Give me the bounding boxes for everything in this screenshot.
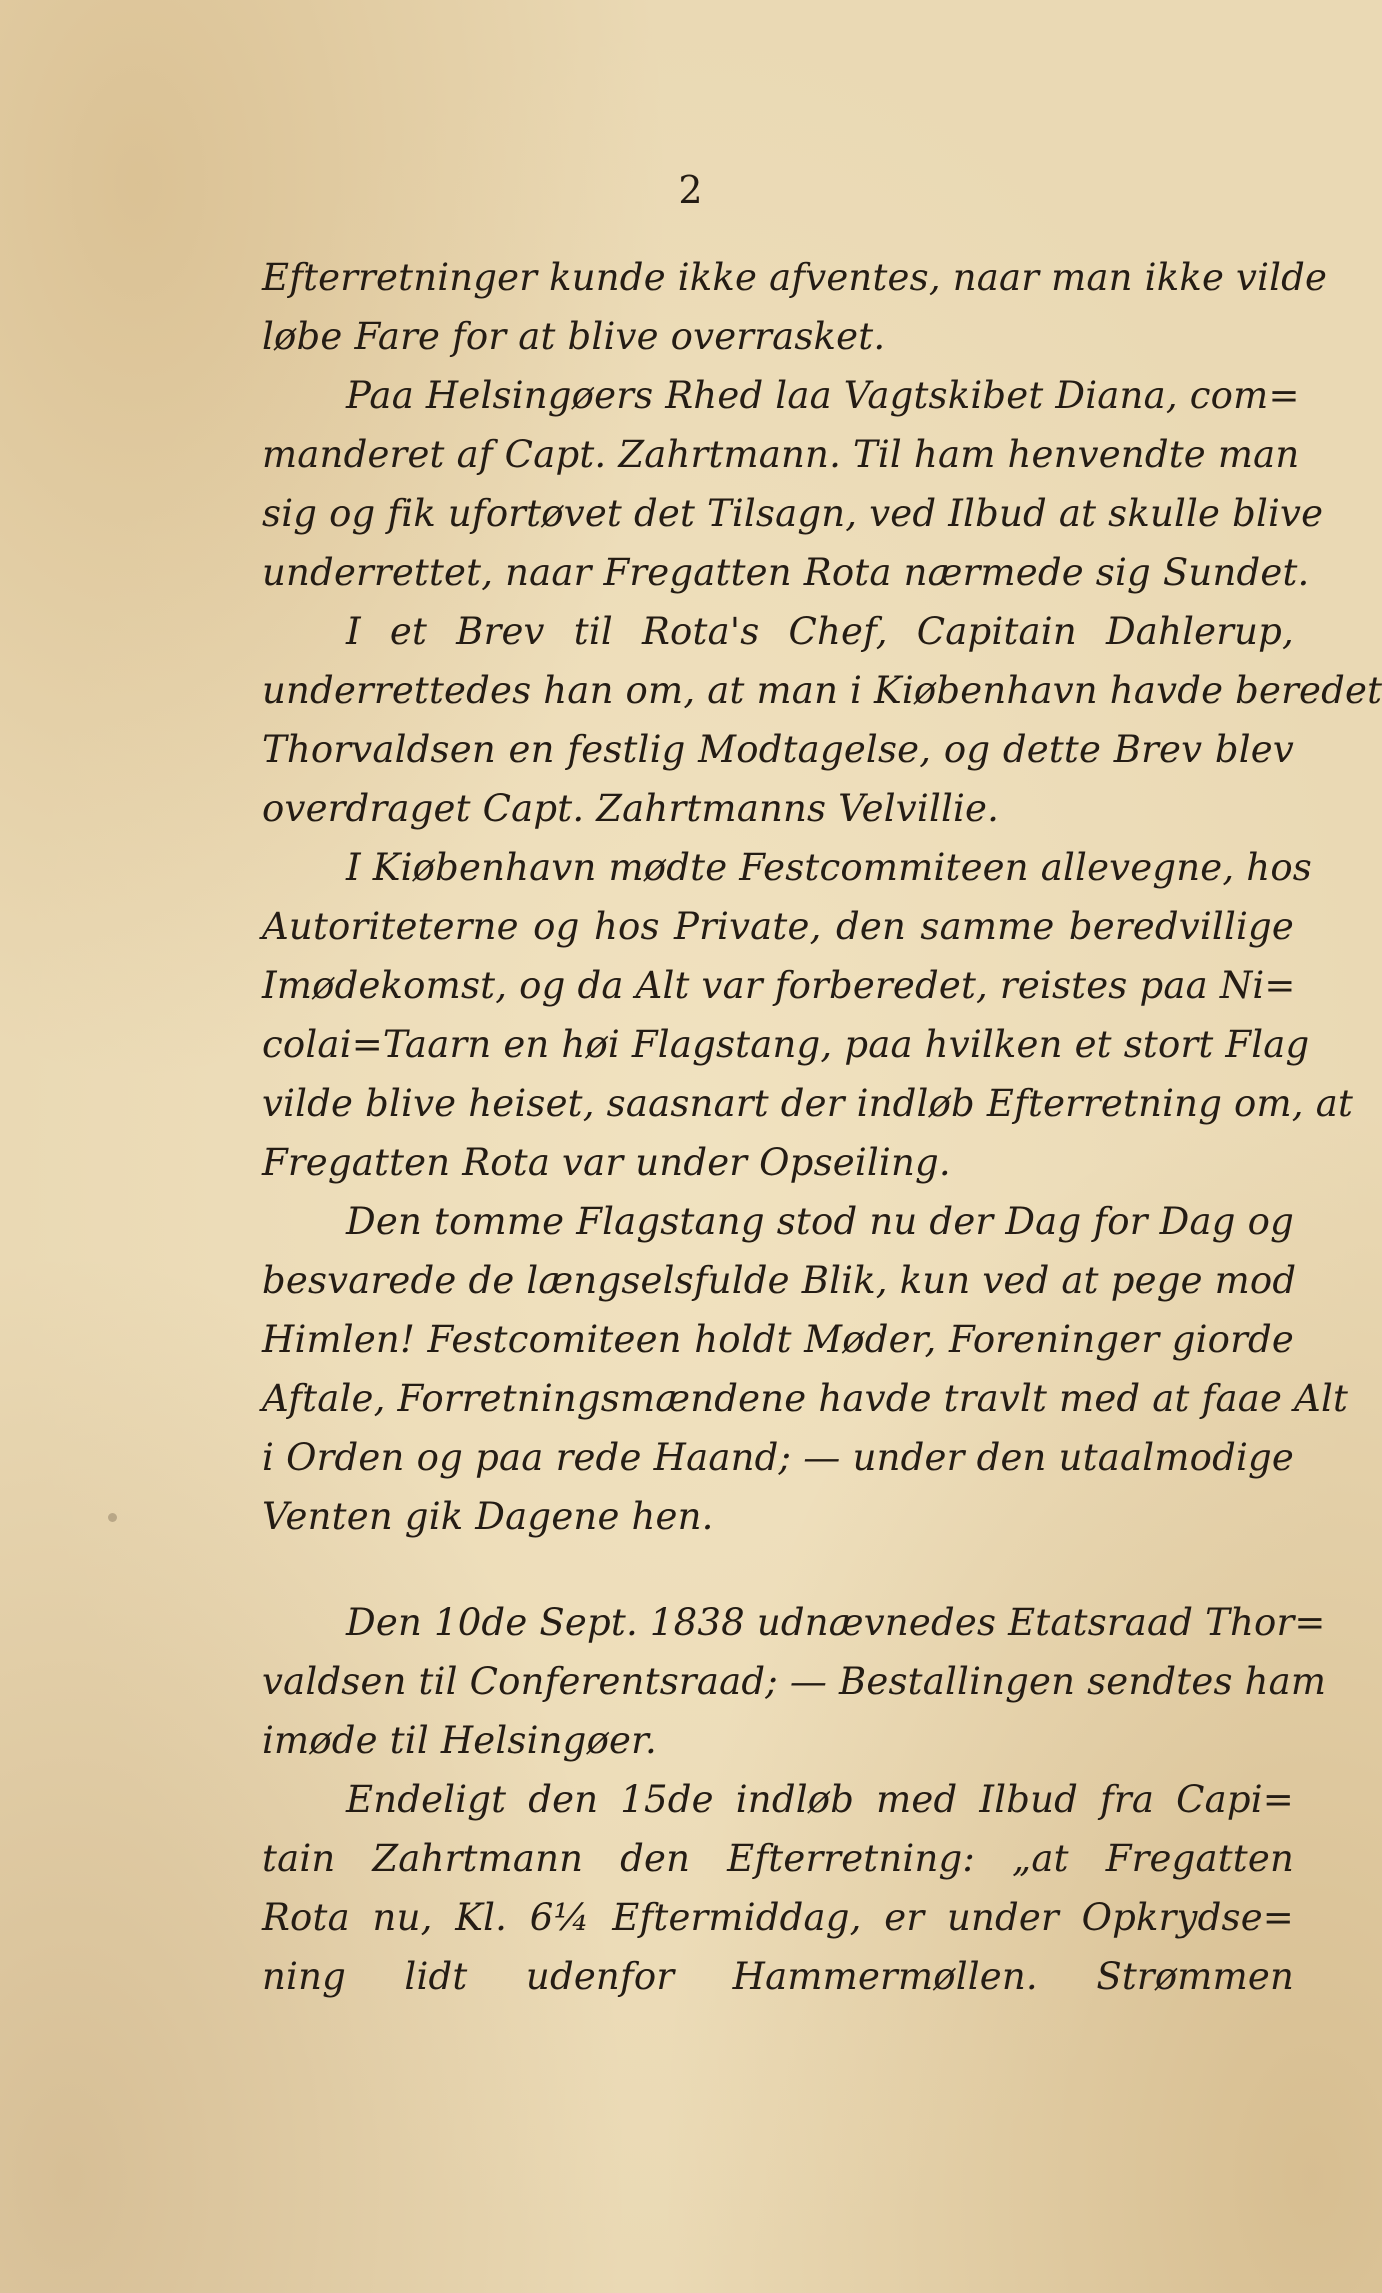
text-line: Fregatten Rota var under Opseiling. <box>262 1141 951 1184</box>
text-line: Imødekomst, og da Alt var forberedet, reistes paa Ni= <box>262 964 1296 1007</box>
text-line: Endeligt den 15de indløb med Ilbud fra Capi= <box>346 1778 1294 1821</box>
text-line: colai=Taarn en høi Flagstang, paa hvilken et stort Flag <box>262 1023 1310 1066</box>
text-line: overdraget Capt. Zahrtmanns Velvillie. <box>262 787 1000 830</box>
body-text <box>262 248 1382 2006</box>
text-line: Efterretninger kunde ikke afventes, naar man ikke vilde <box>262 256 1328 299</box>
text-line: Aftale, Forretningsmændene havde travlt med at faae Alt <box>262 1377 1349 1420</box>
page-number: 2 <box>678 168 704 212</box>
text-line: I Kiøbenhavn mødte Festcommiteen allevegne, hos <box>346 846 1312 889</box>
text-line: Rota nu, Kl. 6¼ Eftermiddag, er under Opkrydse= <box>262 1896 1294 1939</box>
text-line: Venten gik Dagene hen. <box>262 1495 714 1538</box>
text-line: besvarede de længselsfulde Blik, kun ved at pege mod <box>262 1259 1297 1302</box>
text-line: underrettedes han om, at man i Kiøbenhavn havde beredet <box>262 669 1382 712</box>
text-line: Thorvaldsen en festlig Modtagelse, og dette Brev blev <box>262 728 1294 771</box>
text-line: i Orden og paa rede Haand; — under den utaalmodige <box>262 1436 1294 1479</box>
text-line: løbe Fare for at blive overrasket. <box>262 315 886 358</box>
text-line: ning lidt udenfor Hammermøllen. Strømmen <box>262 1955 1294 1998</box>
text-line: imøde til Helsingøer. <box>262 1719 657 1762</box>
text-line: Himlen! Festcomiteen holdt Møder, Foreninger giorde <box>262 1318 1294 1361</box>
text-line: vilde blive heiset, saasnart der indløb Efterretning om, at <box>262 1082 1354 1125</box>
text-line: Den 10de Sept. 1838 udnævnedes Etatsraad Thor= <box>346 1601 1326 1644</box>
text-line: tain Zahrtmann den Efterretning: „at Fregatten <box>262 1837 1294 1880</box>
text-line: Den tomme Flagstang stod nu der Dag for Dag og <box>346 1200 1294 1243</box>
text-line: valdsen til Conferentsraad; — Bestallingen sendtes ham <box>262 1660 1327 1703</box>
text-line: I et Brev til Rota's Chef, Capitain Dahlerup, <box>346 610 1294 653</box>
text-line: Paa Helsingøers Rhed laa Vagtskibet Diana, com= <box>346 374 1300 417</box>
text-line: Autoriteterne og hos Private, den samme beredvillige <box>262 905 1294 948</box>
text-line: sig og fik ufortøvet det Tilsagn, ved Ilbud at skulle blive <box>262 492 1324 535</box>
text-line: manderet af Capt. Zahrtmann. Til ham henvendte man <box>262 433 1300 476</box>
section-gap <box>262 1546 1294 1593</box>
text-line: underrettet, naar Fregatten Rota nærmede sig Sundet. <box>262 551 1310 594</box>
paper-speck <box>108 1513 117 1522</box>
